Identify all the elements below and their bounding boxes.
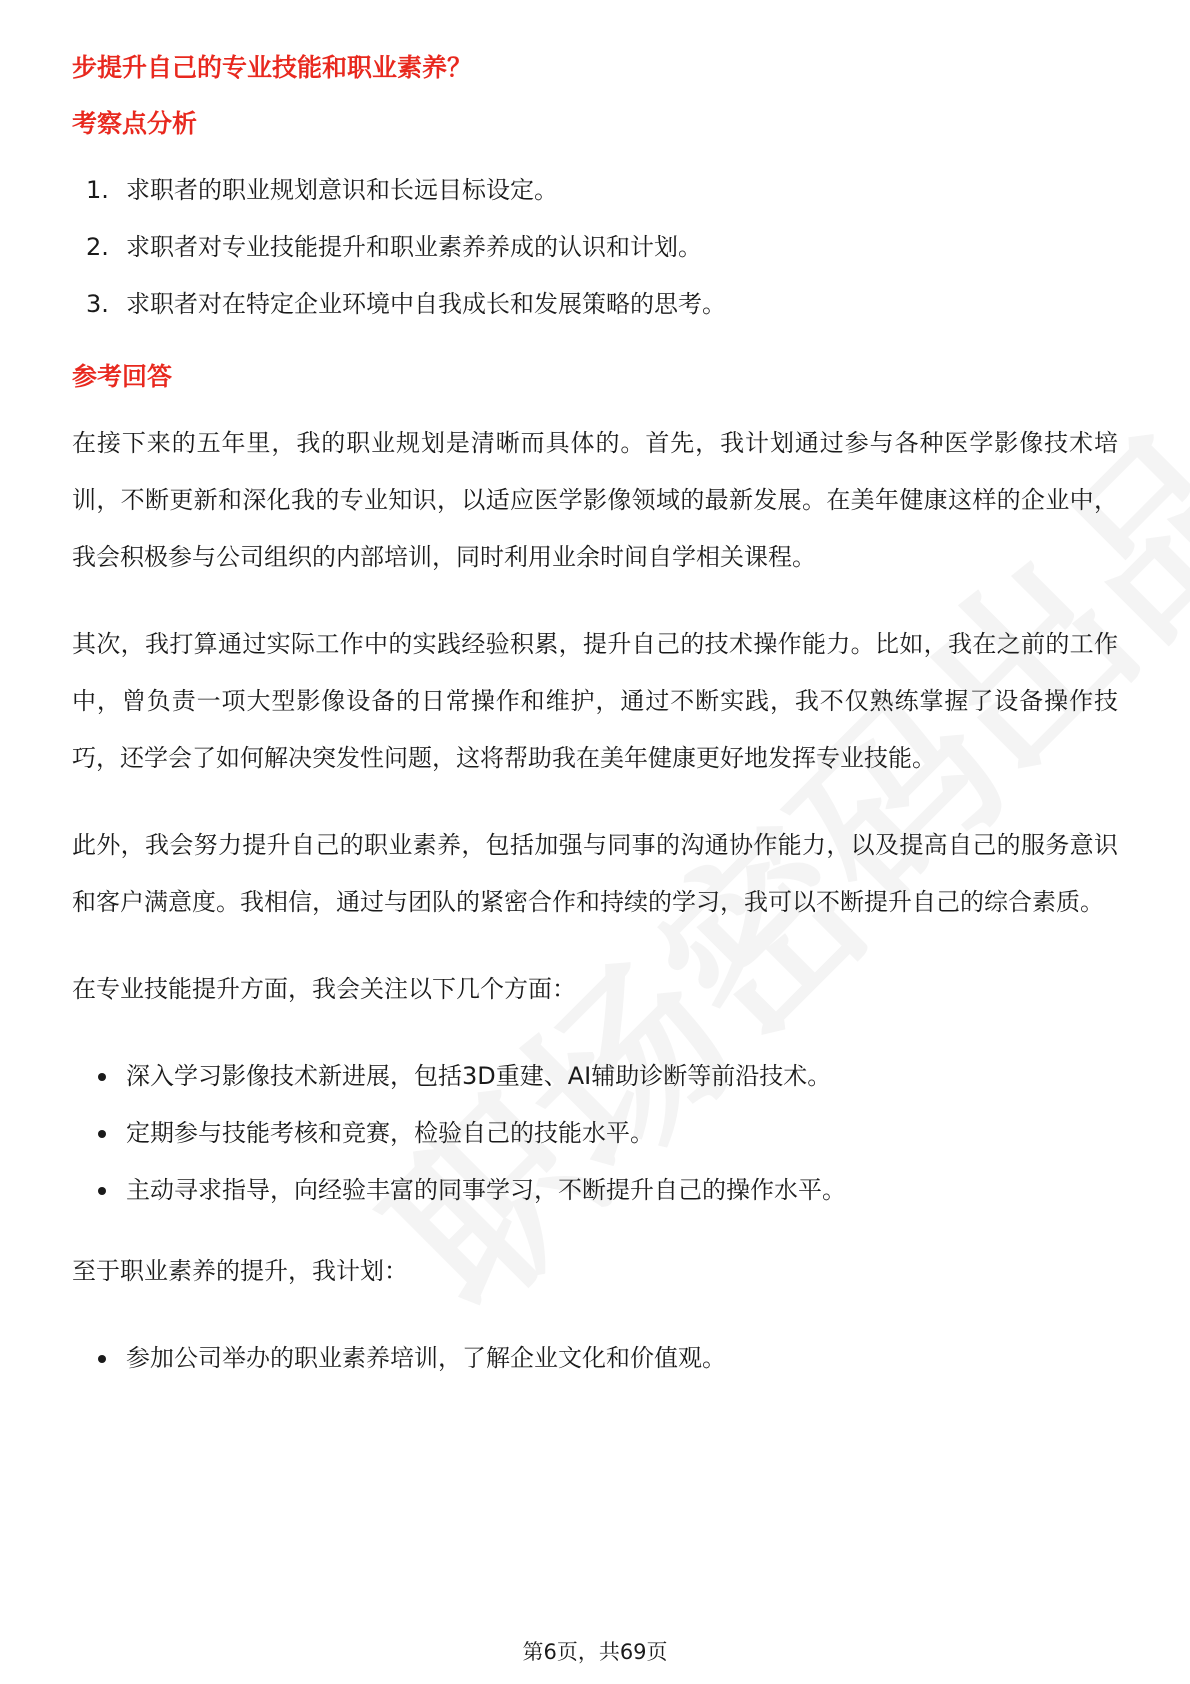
document-page [72,48,1118,1411]
list-item [72,1162,1118,1219]
question-tail: 步提升自己的专业技能和职业素养？ [72,53,473,82]
list-text: 求职者的职业规划意识和长远目标设定。 [126,176,558,204]
list-text: 主动寻求指导，向经验丰富的同事学习，不断提升自己的操作水平。 [126,1176,846,1204]
list-item [72,1048,1118,1105]
list-text: 深入学习影像技术新进展，包括3D重建、AI辅助诊断等前沿技术。 [126,1062,832,1090]
answer-paragraph-1: 在接下来的五年里，我的职业规划是清晰而具体的。首先，我计划通过参与各种医学影像技术培训，不断更新和深化我的专业知识，以适应医学影像领域的最新发展。在美年健康这样的企业中，我会积极参与公司组织的内部培训，同时利用业余时间自学相关课程。 [72,429,1118,571]
list-text: 求职者对在特定企业环境中自我成长和发展策略的思考。 [126,290,726,318]
list-item [72,162,1118,219]
analysis-points [72,162,1118,333]
list-text: 参加公司举办的职业素养培训，了解企业文化和价值观。 [126,1344,726,1372]
answer-paragraph-2: 其次，我打算通过实际工作中的实践经验积累，提升自己的技术操作能力。比如，我在之前的工作中，曾负责一项大型影像设备的日常操作和维护，通过不断实践，我不仅熟练掌握了设备操作技巧，还学会了如何解决突发性问题，这将帮助我在美年健康更好地发挥专业技能。 [72,630,1118,772]
list-item [72,276,1118,333]
bullet-icon [98,1130,106,1138]
bullet-icon [98,1073,106,1081]
literacy-bullets [72,1330,1118,1387]
list-number: 1. [86,176,109,204]
page-footer: 第6页，共69页 [522,1640,668,1664]
answer-paragraph-3: 此外，我会努力提升自己的职业素养，包括加强与同事的沟通协作能力，以及提高自己的服务意识和客户满意度。我相信，通过与团队的紧密合作和持续的学习，我可以不断提升自己的综合素质。 [72,831,1118,916]
analysis-title: 考察点分析 [72,109,198,138]
list-item [72,1105,1118,1162]
bullet-icon [98,1355,106,1363]
list-text: 定期参与技能考核和竞赛，检验自己的技能水平。 [126,1119,654,1147]
literacy-intro: 至于职业素养的提升，我计划： [72,1257,408,1285]
list-number: 3. [86,290,109,318]
bullet-icon [98,1187,106,1195]
answer-paragraph-4: 在专业技能提升方面，我会关注以下几个方面： [72,975,576,1003]
list-item [72,219,1118,276]
answer-title: 参考回答 [72,362,173,391]
list-text: 求职者对专业技能提升和职业素养养成的认识和计划。 [126,233,702,261]
list-item [72,1330,1118,1387]
list-number: 2. [86,233,109,261]
skill-bullets [72,1048,1118,1219]
